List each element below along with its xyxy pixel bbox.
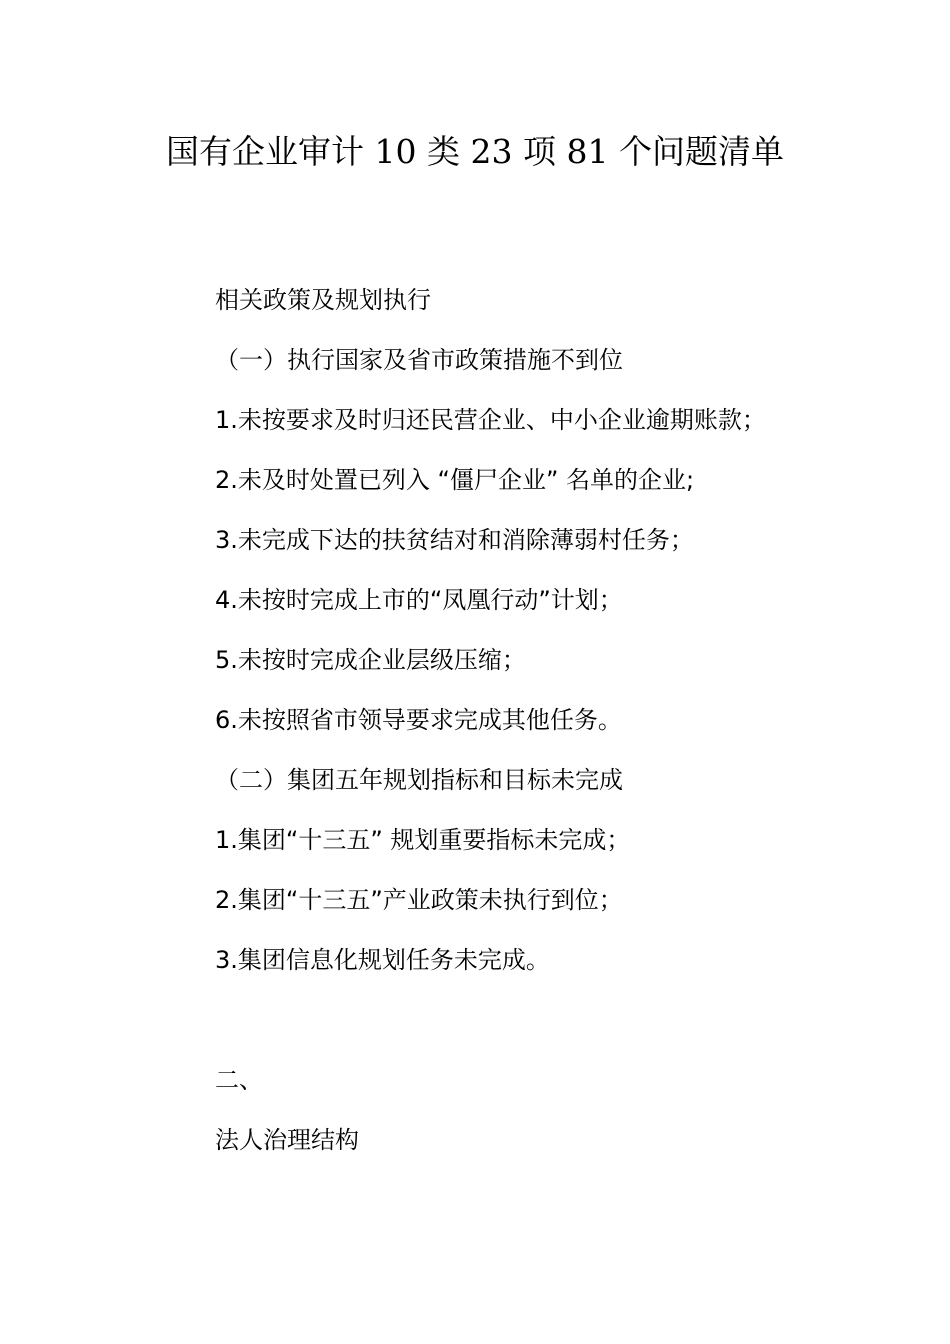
subsection-heading-2: （二）集团五年规划指标和目标未完成 <box>215 766 623 794</box>
section-heading-governance: 法人治理结构 <box>215 1126 359 1154</box>
list-item: 3.集团信息化规划任务未完成。 <box>215 946 550 974</box>
document-title: 国有企业审计 10 类 23 项 81 个问题清单 <box>166 132 784 171</box>
list-item: 6.未按照省市领导要求完成其他任务。 <box>215 706 622 734</box>
list-item: 5.未按时完成企业层级压缩； <box>215 646 526 674</box>
list-item: 2.集团“十三五”产业政策未执行到位； <box>215 886 623 914</box>
list-item: 4.未按时完成上市的“凤凰行动”计划； <box>215 586 623 614</box>
list-item: 2.未及时处置已列入 “僵尸企业” 名单的企业; <box>215 466 695 494</box>
section-heading-policy: 相关政策及规划执行 <box>215 286 431 314</box>
list-item: 1.未按要求及时归还民营企业、中小企业逾期账款； <box>215 406 766 434</box>
list-item: 3.未完成下达的扶贫结对和消除薄弱村任务； <box>215 526 694 554</box>
section-number-2: 二、 <box>215 1066 263 1094</box>
list-item: 1.集团“十三五” 规划重要指标未完成； <box>215 826 631 854</box>
subsection-heading-1: （一）执行国家及省市政策措施不到位 <box>215 346 623 374</box>
